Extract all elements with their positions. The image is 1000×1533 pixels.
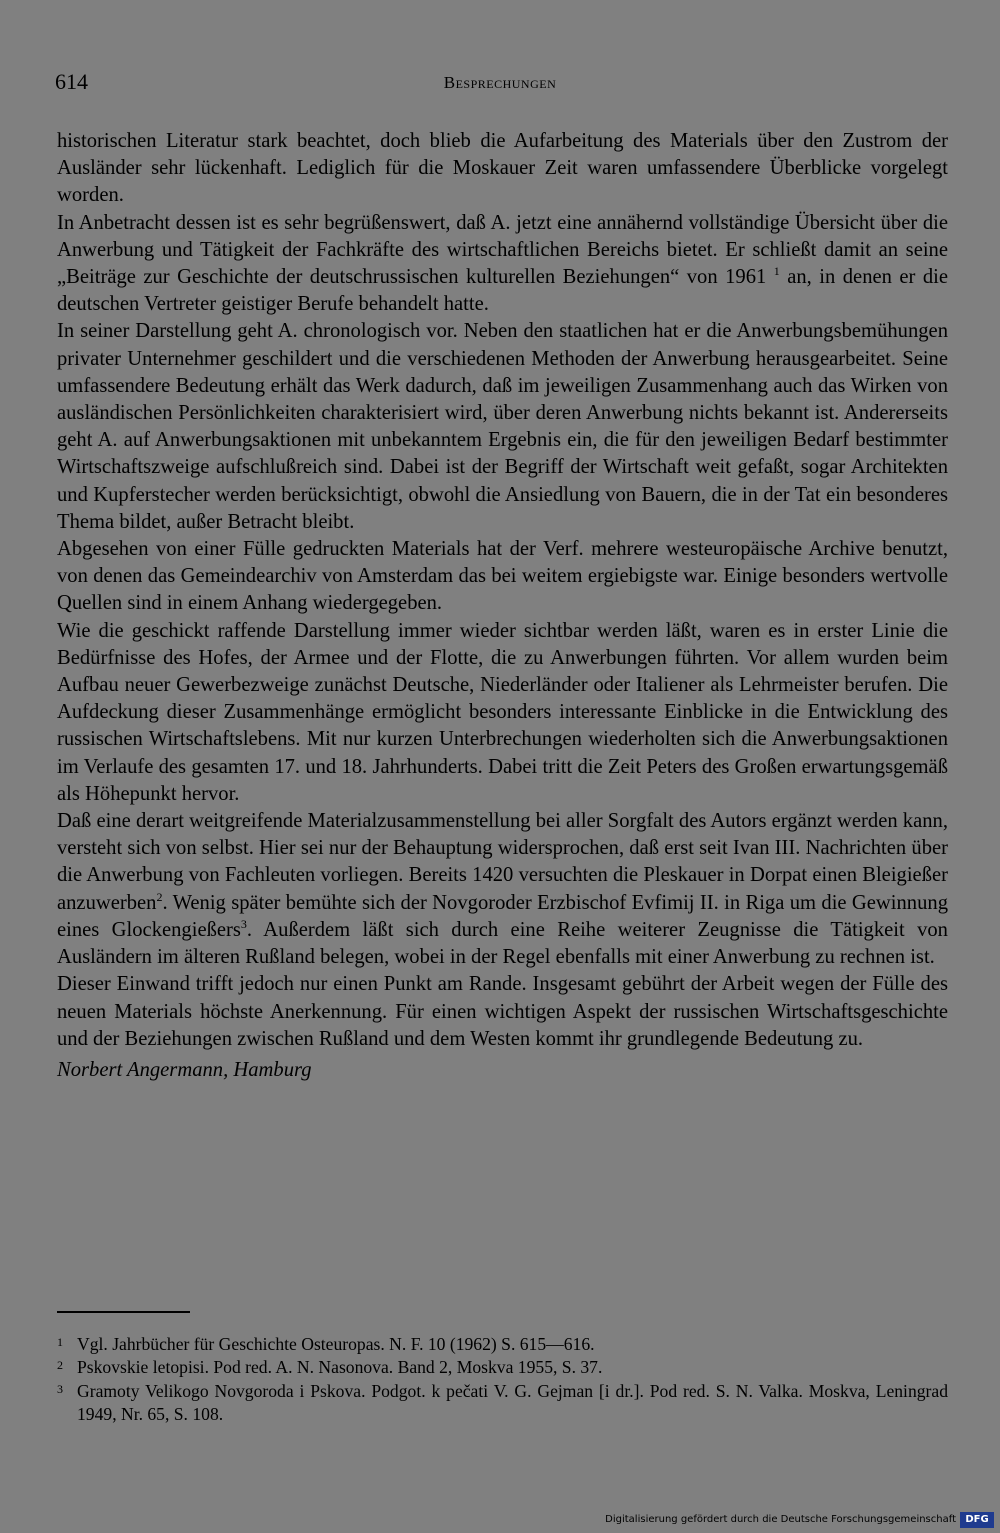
paragraph-text: Wie die geschickt raffende Darstellung immer wieder sichtbar werden läßt, waren es in erster Linie die Bedürfnisse des Hofes, der Armee und der Flotte, die zu Anwerbungen führten. Vor allem wurden beim Aufbau neuer Gewerbezweige zunächst Deutsche, Niederländer oder Italiener als Lehrmeister berufen. Die Aufdeckung dieser Zusammenhänge ermöglicht besonders interessante Einblicke in die Entwicklung des russischen Wirtschaftslebens. Mit nur kurzen Unterbrechungen wiederholten sich die Anwerbungsaktionen im Verlaufe des gesamten 17. und 18. Jahrhunderts. Dabei tritt die Zeit Peters des Großen erwartungsgemäß als Höhepunkt hervor. [57,619,948,805]
footnote-number: 2 [57,1358,63,1373]
author-signature: Norbert Angermann, Hamburg [57,1058,312,1081]
dfg-logo-icon: DFG [960,1512,994,1528]
footnote [57,1356,948,1379]
review-body [57,128,948,1084]
footnote-text: Vgl. Jahrbücher für Geschichte Osteuropas. N. F. 10 (1962) S. 615—616. [77,1334,595,1354]
footnote-ref[interactable]: 3 [240,917,247,932]
footnote-number: 3 [57,1381,63,1396]
paragraph-text: historischen Literatur stark beachtet, doch blieb die Aufarbeitung des Materials über den Zustrom der Ausländer sehr lückenhaft. Lediglich für die Moskauer Zeit waren umfassendere Überblicke vorgelegt worden. [57,130,948,207]
footnote-number: 1 [57,1335,63,1349]
footnote-divider [57,1311,190,1313]
paragraph [57,808,948,971]
footnote-ref[interactable]: 1 [773,264,780,279]
footnote-text: Pskovskie letopisi. Pod red. A. N. Nasonova. Band 2, Moskva 1955, S. 37. [77,1357,603,1378]
paragraph-text: Daß eine derart weitgreifende Materialzusammenstellung bei aller Sorgfalt des Autors ergänzt werden kann, versteht sich von selbst. Hier sei nur der Behauptung widersprochen, daß erst seit Ivan III. Nachrichten über die Anwerbung von Fachleuten vorliegen. Bereits 1420 versuchten die Pleskauer in Dorpat einen Bleigießer anzuwerben [57,810,948,914]
paragraph [57,618,948,808]
paragraph-text: In Anbetracht dessen ist es sehr begrüßenswert, daß A. jetzt eine annähernd vollständige Übersicht über die Anwerbung und Tätigkeit der Fachkräfte des wirtschaftlichen Bereichs bietet. Er schließt damit an seine „Beiträge zur Geschichte der deutschrussischen kulturellen Beziehungen“ von 1961 [57,211,948,289]
digitization-credit: Digitalisierung gefördert durch die Deutsche Forschungsgemeinschaft [605,1514,956,1525]
paragraph-text: In seiner Darstellung geht A. chronologisch vor. Neben den staatlichen hat er die Anwerbungsbemühungen privater Unternehmer geschildert und die verschiedenen Methoden der Anwerbung herausgearbeitet. Seine umfassendere Bedeutung erhält das Werk dadurch, daß im jeweiligen Zusammenhang auch das Wirken von ausländischen Persönlichkeiten charakterisiert wird, über deren Anwerbung nichts bekannt ist. Andererseits geht A. auf Anwerbungsaktionen mit unbekanntem Ergebnis ein, die für den jeweiligen Bedarf bestimmter Wirtschaftszweige aufschlußreich sind. Dabei ist der Begriff der Wirtschaft weit gefaßt, sogar Architekten und Kupferstecher werden berücksichtigt, obwohl die Ansiedlung von Bauern, die in der Tat ein besonderes Thema bildet, außer Betracht bleibt. [57,320,948,533]
footnote-text: Gramoty Velikogo Novgoroda i Pskova. Podgot. k pečati V. G. Gejman [i dr.]. Pod red. S. N. Valka. Moskva, Leningrad 1949, Nr. 65, S. 108. [77,1380,948,1425]
paragraph-text: . Außerdem läßt sich durch eine Reihe weiterer Zeugnisse die Tätigkeit von Ausländern im älteren Rußland belegen, wobei in der Regel ebenfalls mit einer Anwerbung zu rechnen ist. [57,918,948,969]
paragraph [57,210,948,319]
footnote [57,1380,948,1427]
footnote [57,1333,948,1356]
paragraph [57,971,948,1053]
paragraph [57,128,948,210]
paragraph-text: Dieser Einwand trifft jedoch nur einen Punkt am Rande. Insgesamt gebührt der Arbeit wegen der Fülle des neuen Materials höchste Anerkennung. Für einen wichtigen Aspekt der russischen Wirtschaftsgeschichte und der Beziehungen zwischen Rußland und dem Westen kommt ihr grundlegende Bedeutung zu. [57,973,948,1050]
paragraph [57,536,948,618]
footnotes [57,1333,948,1427]
paragraph [57,318,948,536]
paragraph-text: . Wenig später bemühte sich der Novgoroder Erzbischof Evfimij II. in Riga um die Gewinnung eines Glockengießers [57,891,948,941]
paragraph-text: an, in denen er die deutschen Vertreter geistiger Berufe behandelt hatte. [57,266,949,316]
page-number: 614 [55,69,88,94]
running-head: Besprechungen [443,73,557,92]
footnote-ref[interactable]: 2 [156,889,163,904]
paragraph-text: Abgesehen von einer Fülle gedruckten Materials hat der Verf. mehrere westeuropäische Archive benutzt, von denen das Gemeindearchiv von Amsterdam das bei weitem ergiebigste war. Einige besonders wertvolle Quellen sind in einem Anhang wiedergegeben. [57,538,948,615]
